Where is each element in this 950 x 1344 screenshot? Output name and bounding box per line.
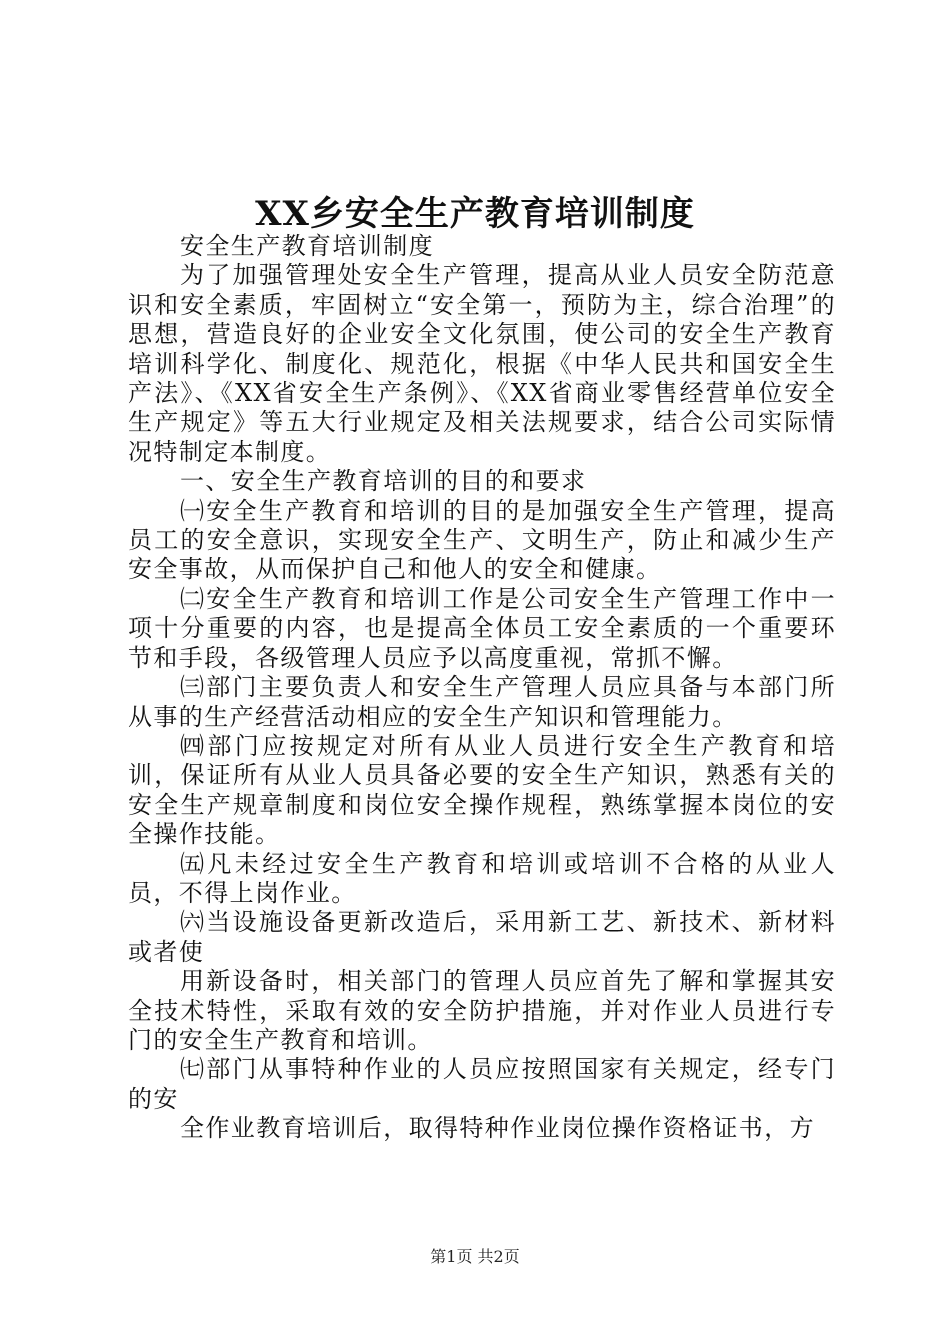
paragraph-item-6-cont: 用新设备时，相关部门的管理人员应首先了解和掌握其安全技术特性，采取有效的安全防护措施，并对作业人员进行专门的安全生产教育和培训。 [128,967,836,1054]
paragraph-intro: 为了加强管理处安全生产管理，提高从业人员安全防范意识和安全素质，牢固树立“安全第一，预防为主，综合治理”的思想，营造良好的企业安全文化氛围，使公司的安全生产教育培训科学化、制度化、规范化，根据《中华人民共和国安全生产法》、《XX省安全生产条例》、《XX省商业零售经营单位安全生产规定》等五大行业规定及相关法规要求，结合公司实际情况特制定本制度。 [128,261,836,466]
document-title: XX乡安全生产教育培训制度 [255,194,695,234]
paragraph-item-4: ㈣部门应按规定对所有从业人员进行安全生产教育和培训，保证所有从业人员具备必要的安全生产知识，熟悉有关的安全生产规章制度和岗位安全操作规程，熟练掌握本岗位的安全操作技能。 [128,731,836,849]
paragraph-item-7: ㈦部门从事特种作业的人员应按照国家有关规定，经专门的安 [128,1055,836,1113]
paragraph-subtitle: 安全生产教育培训制度 [180,232,434,260]
section-heading: 一、安全生产教育培训的目的和要求 [180,467,587,496]
paragraph-item-2: ㈡安全生产教育和培训工作是公司安全生产管理工作中一项十分重要的内容，也是提高全体员工安全素质的一个重要环节和手段，各级管理人员应予以高度重视，常抓不懈。 [128,584,836,672]
paragraph-item-1: ㈠安全生产教育和培训的目的是加强安全生产管理，提高员工的安全意识，实现安全生产、文明生产，防止和减少生产安全事故，从而保护自己和他人的安全和健康。 [128,496,836,584]
paragraph-item-7-cont: 全作业教育培训后，取得特种作业岗位操作资格证书，方 [180,1114,815,1143]
document-body [128,232,836,1144]
page-footer: 第1页 共2页 [430,1247,520,1266]
paragraph-item-5: ㈤凡未经过安全生产教育和培训或培训不合格的从业人员，不得上岗作业。 [128,849,836,907]
paragraph-item-6: ㈥当设施设备更新改造后，采用新工艺、新技术、新材料或者使 [128,908,836,966]
paragraph-item-3: ㈢部门主要负责人和安全生产管理人员应具备与本部门所从事的生产经营活动相应的安全生产知识和管理能力。 [128,673,836,731]
